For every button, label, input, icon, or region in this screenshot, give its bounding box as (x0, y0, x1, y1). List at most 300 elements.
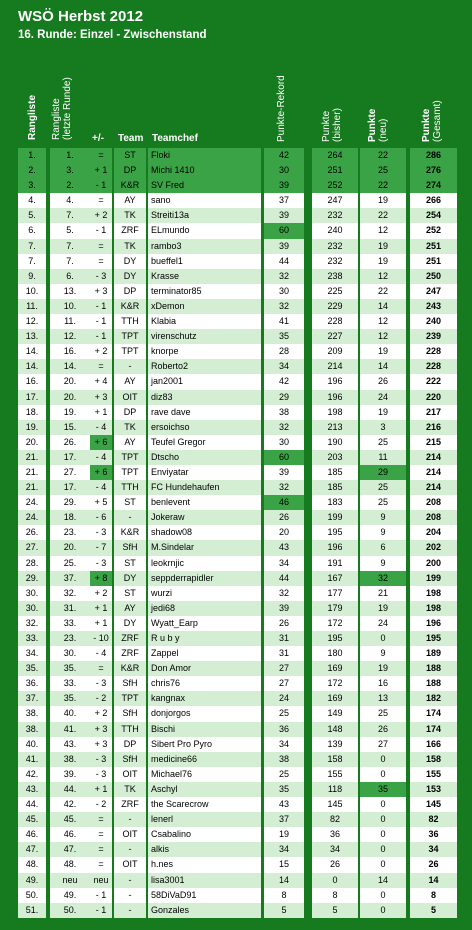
points-bisher-cell: 169 (312, 691, 358, 706)
rekord-cell: 37 (264, 193, 304, 208)
points-gesamt-cell: 228 (410, 359, 457, 374)
team-cell: SfH (114, 752, 146, 767)
prev-rank-cell: neu (50, 873, 90, 888)
team-cell: ZRF (114, 646, 146, 661)
rekord-cell: 32 (264, 299, 304, 314)
points-bisher-cell: 191 (312, 556, 358, 571)
prev-rank-cell: 4. (50, 193, 90, 208)
diff-cell: = (90, 812, 112, 827)
prev-rank-cell: 47. (50, 842, 90, 857)
table-row (0, 359, 472, 374)
rekord-cell: 30 (264, 435, 304, 450)
rank-cell: 19. (18, 420, 46, 435)
teamchef-cell: R u b y (148, 631, 261, 646)
rank-cell: 1. (18, 148, 46, 163)
diff-cell: + 1 (90, 616, 112, 631)
prev-rank-cell: 33. (50, 676, 90, 691)
points-bisher-cell: 34 (312, 842, 358, 857)
diff-cell: - 1 (90, 178, 112, 193)
rank-cell: 45. (18, 812, 46, 827)
points-gesamt-cell: 188 (410, 676, 457, 691)
points-bisher-cell: 199 (312, 510, 358, 525)
points-gesamt-cell: 36 (410, 827, 457, 842)
diff-cell: - 3 (90, 525, 112, 540)
rekord-cell: 31 (264, 646, 304, 661)
points-gesamt-cell: 202 (410, 540, 457, 555)
diff-cell: - 3 (90, 767, 112, 782)
points-neu-cell: 24 (360, 616, 406, 631)
table-row (0, 586, 472, 601)
points-neu-cell: 25 (360, 480, 406, 495)
points-bisher-cell: 195 (312, 525, 358, 540)
prev-rank-cell: 11. (50, 314, 90, 329)
points-neu-cell: 0 (360, 888, 406, 903)
points-gesamt-cell: 266 (410, 193, 457, 208)
rank-cell: 28. (18, 556, 46, 571)
table-row (0, 465, 472, 480)
points-bisher-cell: 238 (312, 269, 358, 284)
page-subtitle: 16. Runde: Einzel - Zwischenstand (18, 29, 207, 41)
teamchef-cell: Teufel Gregor (148, 435, 261, 450)
table-row (0, 752, 472, 767)
points-bisher-cell: 196 (312, 540, 358, 555)
diff-cell: = (90, 827, 112, 842)
prev-rank-cell: 25. (50, 556, 90, 571)
header-bisher-sub: (bisher) (331, 108, 343, 142)
points-neu-cell: 0 (360, 812, 406, 827)
points-bisher-cell: 251 (312, 163, 358, 178)
table-row (0, 888, 472, 903)
prev-rank-cell: 3. (50, 163, 90, 178)
table-row (0, 299, 472, 314)
points-gesamt-cell: 174 (410, 722, 457, 737)
header-rekord (277, 75, 288, 142)
points-neu-cell: 12 (360, 329, 406, 344)
teamchef-cell: SV Fred (148, 178, 261, 193)
team-cell: ST (114, 148, 146, 163)
table-row (0, 193, 472, 208)
points-bisher-cell: 229 (312, 299, 358, 314)
table-row (0, 767, 472, 782)
rekord-cell: 38 (264, 752, 304, 767)
rekord-cell: 31 (264, 631, 304, 646)
diff-cell: - 3 (90, 556, 112, 571)
prev-rank-cell: 12. (50, 329, 90, 344)
diff-cell: + 8 (90, 571, 112, 586)
table-row (0, 480, 472, 495)
points-gesamt-cell: 198 (410, 601, 457, 616)
rank-cell: 14. (18, 344, 46, 359)
rekord-cell: 38 (264, 405, 304, 420)
rekord-cell: 44 (264, 254, 304, 269)
points-gesamt-cell: 174 (410, 706, 457, 721)
points-bisher-cell: 148 (312, 722, 358, 737)
rank-cell: 51. (18, 903, 46, 918)
rekord-cell: 34 (264, 737, 304, 752)
points-bisher-cell: 36 (312, 827, 358, 842)
teamchef-cell: rave dave (148, 405, 261, 420)
prev-rank-cell: 43. (50, 737, 90, 752)
rekord-cell: 15 (264, 857, 304, 872)
diff-cell: + 6 (90, 465, 112, 480)
diff-cell: - 3 (90, 269, 112, 284)
points-neu-cell: 19 (360, 239, 406, 254)
points-bisher-cell: 195 (312, 631, 358, 646)
teamchef-cell: Krasse (148, 269, 261, 284)
table-row (0, 903, 472, 918)
teamchef-cell: Enviyatar (148, 465, 261, 480)
team-cell: TPT (114, 691, 146, 706)
table-row (0, 178, 472, 193)
header-gesamt (422, 100, 443, 142)
table-row (0, 435, 472, 450)
rekord-cell: 43 (264, 797, 304, 812)
rekord-cell: 34 (264, 556, 304, 571)
points-bisher-cell: 26 (312, 857, 358, 872)
diff-cell: + 2 (90, 586, 112, 601)
team-cell: ZRF (114, 631, 146, 646)
points-bisher-cell: 179 (312, 601, 358, 616)
rekord-cell: 44 (264, 571, 304, 586)
prev-rank-cell: 30. (50, 646, 90, 661)
team-cell: OIT (114, 857, 146, 872)
points-gesamt-cell: 276 (410, 163, 457, 178)
teamchef-cell: leokrnjic (148, 556, 261, 571)
rank-cell: 21. (18, 465, 46, 480)
rekord-cell: 27 (264, 676, 304, 691)
page-title: WSÖ Herbst 2012 (18, 8, 144, 25)
team-cell: - (114, 812, 146, 827)
rank-cell: 20. (18, 435, 46, 450)
rekord-cell: 37 (264, 812, 304, 827)
points-bisher-cell: 213 (312, 420, 358, 435)
prev-rank-cell: 7. (50, 239, 90, 254)
header-neu (368, 109, 389, 142)
table-row (0, 631, 472, 646)
prev-rank-cell: 39. (50, 767, 90, 782)
diff-cell: + 3 (90, 737, 112, 752)
rank-cell: 18. (18, 405, 46, 420)
points-neu-cell: 3 (360, 420, 406, 435)
header-rangliste-prev (52, 77, 73, 140)
points-neu-cell: 22 (360, 178, 406, 193)
points-gesamt-cell: 251 (410, 254, 457, 269)
points-gesamt-cell: 153 (410, 782, 457, 797)
points-gesamt-cell: 222 (410, 374, 457, 389)
prev-rank-cell: 16. (50, 344, 90, 359)
prev-rank-cell: 26. (50, 435, 90, 450)
rank-cell: 38. (18, 706, 46, 721)
points-gesamt-cell: 286 (410, 148, 457, 163)
header-rangliste-text: Rangliste (27, 94, 38, 140)
team-cell: - (114, 873, 146, 888)
table-row (0, 405, 472, 420)
rekord-cell: 41 (264, 314, 304, 329)
rekord-cell: 34 (264, 359, 304, 374)
points-bisher-cell: 145 (312, 797, 358, 812)
standings-table (0, 148, 472, 918)
header-neu-sub: (neu) (377, 118, 389, 142)
prev-rank-cell: 6. (50, 269, 90, 284)
rekord-cell: 30 (264, 284, 304, 299)
points-gesamt-cell: 188 (410, 661, 457, 676)
points-gesamt-cell: 26 (410, 857, 457, 872)
points-neu-cell: 0 (360, 827, 406, 842)
points-neu-cell: 26 (360, 722, 406, 737)
points-gesamt-cell: 251 (410, 239, 457, 254)
rekord-cell: 29 (264, 390, 304, 405)
diff-cell: = (90, 857, 112, 872)
header-team: Team (118, 133, 144, 144)
teamchef-cell: virenschutz (148, 329, 261, 344)
table-row (0, 737, 472, 752)
table-row (0, 223, 472, 238)
rekord-cell: 28 (264, 344, 304, 359)
table-row (0, 495, 472, 510)
table-row (0, 616, 472, 631)
prev-rank-cell: 20. (50, 390, 90, 405)
teamchef-cell: bueffel1 (148, 254, 261, 269)
points-bisher-cell: 139 (312, 737, 358, 752)
table-row (0, 450, 472, 465)
rekord-cell: 42 (264, 148, 304, 163)
rekord-cell: 30 (264, 163, 304, 178)
rekord-cell: 35 (264, 329, 304, 344)
teamchef-cell: M.Sindelar (148, 540, 261, 555)
points-gesamt-cell: 239 (410, 329, 457, 344)
prev-rank-cell: 38. (50, 752, 90, 767)
diff-cell: + 1 (90, 405, 112, 420)
rekord-cell: 26 (264, 616, 304, 631)
rank-cell: 47. (18, 842, 46, 857)
team-cell: TK (114, 239, 146, 254)
prev-rank-cell: 18. (50, 510, 90, 525)
points-neu-cell: 19 (360, 254, 406, 269)
rekord-cell: 8 (264, 888, 304, 903)
header-rangliste-prev-sub: (letzte Runde) (61, 77, 73, 140)
points-bisher-cell: 177 (312, 586, 358, 601)
team-cell: DP (114, 405, 146, 420)
rank-cell: 37. (18, 691, 46, 706)
points-neu-cell: 0 (360, 797, 406, 812)
prev-rank-cell: 27. (50, 465, 90, 480)
rank-cell: 3. (18, 178, 46, 193)
team-cell: K&R (114, 299, 146, 314)
diff-cell: - 7 (90, 540, 112, 555)
points-neu-cell: 9 (360, 556, 406, 571)
team-cell: DP (114, 284, 146, 299)
team-cell: TK (114, 782, 146, 797)
points-neu-cell: 6 (360, 540, 406, 555)
diff-cell: = (90, 193, 112, 208)
diff-cell: + 1 (90, 601, 112, 616)
team-cell: TTH (114, 480, 146, 495)
rekord-cell: 39 (264, 178, 304, 193)
team-cell: SfH (114, 540, 146, 555)
points-neu-cell: 0 (360, 903, 406, 918)
rekord-cell: 32 (264, 269, 304, 284)
diff-cell: = (90, 148, 112, 163)
points-bisher-cell: 190 (312, 435, 358, 450)
team-cell: TPT (114, 329, 146, 344)
header-rangliste (28, 95, 39, 140)
rank-cell: 30. (18, 586, 46, 601)
prev-rank-cell: 10. (50, 299, 90, 314)
rank-cell: 36. (18, 676, 46, 691)
header-bisher-text: Punkte (321, 110, 332, 142)
prev-rank-cell: 42. (50, 797, 90, 812)
rekord-cell: 19 (264, 827, 304, 842)
points-bisher-cell: 183 (312, 495, 358, 510)
rank-cell: 35. (18, 661, 46, 676)
points-gesamt-cell: 34 (410, 842, 457, 857)
points-bisher-cell: 180 (312, 646, 358, 661)
team-cell: AY (114, 193, 146, 208)
points-gesamt-cell: 216 (410, 420, 457, 435)
points-neu-cell: 0 (360, 767, 406, 782)
rank-cell: 10. (18, 284, 46, 299)
points-neu-cell: 22 (360, 148, 406, 163)
rekord-cell: 39 (264, 208, 304, 223)
diff-cell: - 1 (90, 329, 112, 344)
team-cell: ST (114, 586, 146, 601)
points-neu-cell: 25 (360, 435, 406, 450)
rekord-cell: 34 (264, 842, 304, 857)
rank-cell: 21. (18, 480, 46, 495)
rank-cell: 30. (18, 601, 46, 616)
points-bisher-cell: 247 (312, 193, 358, 208)
team-cell: SfH (114, 706, 146, 721)
points-neu-cell: 12 (360, 223, 406, 238)
rank-cell: 24. (18, 495, 46, 510)
points-neu-cell: 25 (360, 495, 406, 510)
teamchef-cell: Csabalino (148, 827, 261, 842)
table-row (0, 525, 472, 540)
teamchef-cell: diz83 (148, 390, 261, 405)
points-neu-cell: 27 (360, 737, 406, 752)
table-row (0, 148, 472, 163)
table-row (0, 842, 472, 857)
points-bisher-cell: 264 (312, 148, 358, 163)
prev-rank-cell: 46. (50, 827, 90, 842)
points-bisher-cell: 196 (312, 374, 358, 389)
table-row (0, 314, 472, 329)
points-neu-cell: 19 (360, 405, 406, 420)
rekord-cell: 5 (264, 903, 304, 918)
rekord-cell: 60 (264, 223, 304, 238)
points-bisher-cell: 155 (312, 767, 358, 782)
points-gesamt-cell: 195 (410, 631, 457, 646)
points-bisher-cell: 232 (312, 208, 358, 223)
team-cell: TPT (114, 344, 146, 359)
points-bisher-cell: 172 (312, 616, 358, 631)
points-neu-cell: 19 (360, 193, 406, 208)
prev-rank-cell: 31. (50, 601, 90, 616)
points-bisher-cell: 203 (312, 450, 358, 465)
prev-rank-cell: 17. (50, 450, 90, 465)
table-row (0, 420, 472, 435)
teamchef-cell: Gonzales (148, 903, 261, 918)
prev-rank-cell: 35. (50, 691, 90, 706)
points-neu-cell: 11 (360, 450, 406, 465)
table-row (0, 661, 472, 676)
table-row (0, 208, 472, 223)
points-bisher-cell: 198 (312, 405, 358, 420)
prev-rank-cell: 32. (50, 586, 90, 601)
diff-cell: - 1 (90, 903, 112, 918)
teamchef-cell: rambo3 (148, 239, 261, 254)
points-neu-cell: 14 (360, 873, 406, 888)
prev-rank-cell: 44. (50, 782, 90, 797)
diff-cell: neu (90, 873, 112, 888)
team-cell: AY (114, 374, 146, 389)
points-bisher-cell: 167 (312, 571, 358, 586)
points-neu-cell: 19 (360, 601, 406, 616)
teamchef-cell: jan2001 (148, 374, 261, 389)
prev-rank-cell: 29. (50, 495, 90, 510)
diff-cell: + 4 (90, 374, 112, 389)
header-bisher (322, 108, 343, 142)
diff-cell: + 3 (90, 722, 112, 737)
points-neu-cell: 22 (360, 208, 406, 223)
rekord-cell: 20 (264, 525, 304, 540)
points-neu-cell: 29 (360, 465, 406, 480)
prev-rank-cell: 49. (50, 888, 90, 903)
team-cell: SfH (114, 676, 146, 691)
diff-cell: - 2 (90, 691, 112, 706)
rekord-cell: 42 (264, 374, 304, 389)
diff-cell: - 4 (90, 450, 112, 465)
rank-cell: 14. (18, 359, 46, 374)
header-gesamt-sub: (Gesamt) (431, 100, 443, 142)
teamchef-cell: Jokeraw (148, 510, 261, 525)
rank-cell: 38. (18, 722, 46, 737)
team-cell: OIT (114, 767, 146, 782)
teamchef-cell: benlevent (148, 495, 261, 510)
points-neu-cell: 0 (360, 631, 406, 646)
table-row (0, 646, 472, 661)
team-cell: DY (114, 616, 146, 631)
points-bisher-cell: 5 (312, 903, 358, 918)
diff-cell: = (90, 239, 112, 254)
points-neu-cell: 9 (360, 525, 406, 540)
table-row (0, 540, 472, 555)
diff-cell: + 2 (90, 208, 112, 223)
points-bisher-cell: 185 (312, 480, 358, 495)
header-gesamt-text: Punkte (421, 108, 432, 142)
team-cell: OIT (114, 390, 146, 405)
points-gesamt-cell: 208 (410, 495, 457, 510)
rank-cell: 50. (18, 888, 46, 903)
points-neu-cell: 21 (360, 586, 406, 601)
rekord-cell: 25 (264, 767, 304, 782)
prev-rank-cell: 7. (50, 208, 90, 223)
table-row (0, 571, 472, 586)
points-bisher-cell: 252 (312, 178, 358, 193)
teamchef-cell: donjorgos (148, 706, 261, 721)
prev-rank-cell: 7. (50, 254, 90, 269)
team-cell: AY (114, 601, 146, 616)
rank-cell: 11. (18, 299, 46, 314)
team-cell: DY (114, 269, 146, 284)
rekord-cell: 36 (264, 722, 304, 737)
rank-cell: 40. (18, 737, 46, 752)
points-gesamt-cell: 155 (410, 767, 457, 782)
team-cell: - (114, 842, 146, 857)
rekord-cell: 26 (264, 510, 304, 525)
points-gesamt-cell: 240 (410, 314, 457, 329)
team-cell: ST (114, 556, 146, 571)
